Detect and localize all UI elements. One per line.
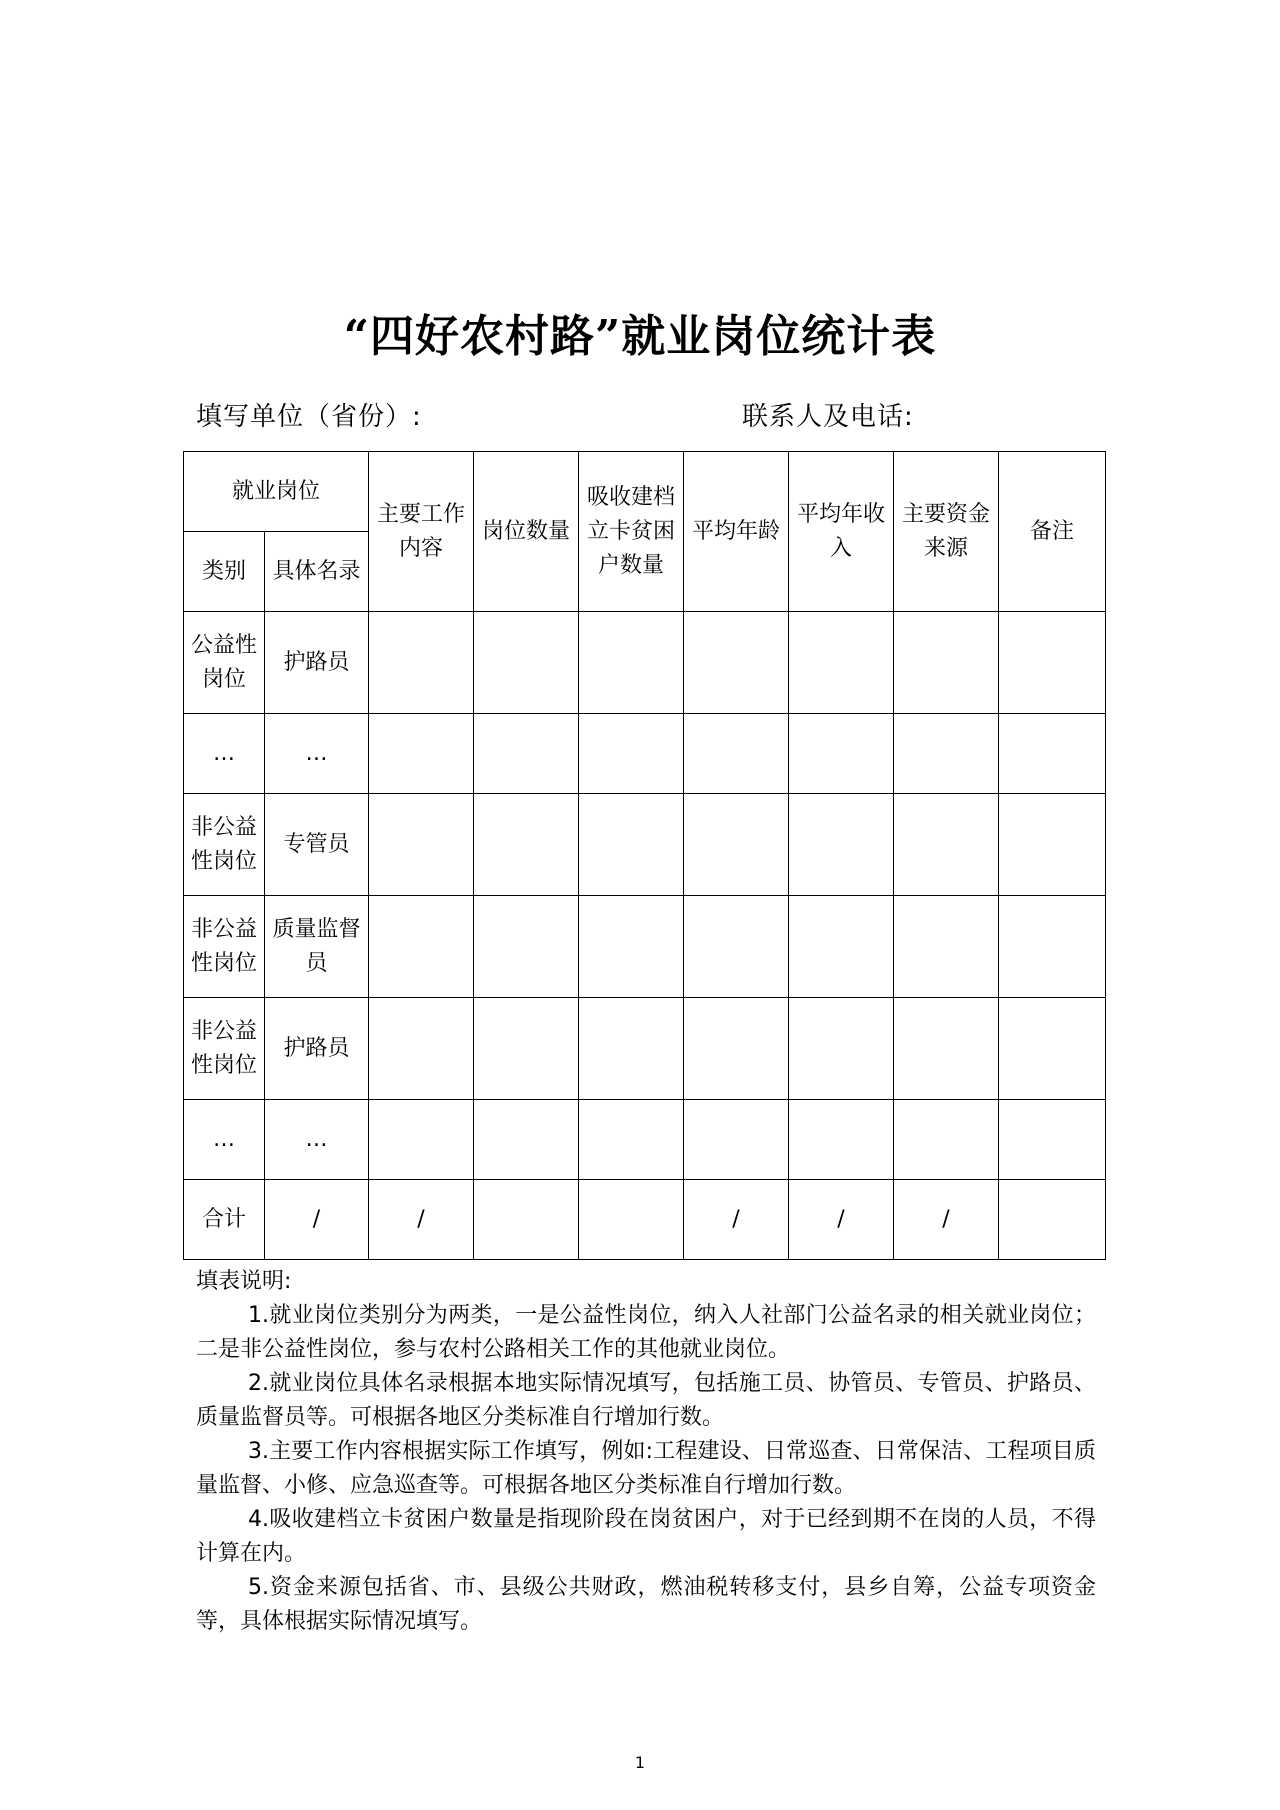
total-cell: /	[684, 1180, 789, 1260]
cell	[894, 896, 999, 998]
statistics-table	[183, 451, 1106, 1260]
cell	[999, 612, 1106, 714]
contact-label: 联系人及电话:	[742, 402, 914, 432]
total-cell	[579, 1180, 684, 1260]
header-average-income: 平均年收入	[789, 452, 894, 612]
header-category: 类别	[184, 532, 265, 612]
row-name: …	[265, 1100, 369, 1180]
page-number: 1	[634, 1753, 646, 1772]
cell	[579, 1100, 684, 1180]
total-cell: /	[369, 1180, 474, 1260]
row-name: 专管员	[265, 794, 369, 896]
row-name: 护路员	[265, 998, 369, 1100]
cell	[684, 714, 789, 794]
header-job-positions: 就业岗位	[184, 452, 369, 532]
cell	[369, 794, 474, 896]
table-row	[184, 1100, 1106, 1180]
row-category: 公益性岗位	[184, 612, 265, 714]
page-title: “四好农村路”就业岗位统计表	[343, 311, 937, 362]
cell	[579, 896, 684, 998]
cell	[894, 714, 999, 794]
cell	[474, 1100, 579, 1180]
cell	[894, 998, 999, 1100]
total-cell: /	[789, 1180, 894, 1260]
cell	[579, 714, 684, 794]
cell	[474, 896, 579, 998]
cell	[474, 612, 579, 714]
row-name: …	[265, 714, 369, 794]
note-item: 3.主要工作内容根据实际工作填写，例如:工程建设、日常巡查、日常保洁、工程项目质量监督、小修、应急巡查等。可根据各地区分类标准自行增加行数。	[196, 1439, 1096, 1498]
cell	[369, 896, 474, 998]
cell	[579, 612, 684, 714]
cell	[684, 1100, 789, 1180]
cell	[369, 612, 474, 714]
cell	[789, 896, 894, 998]
cell	[999, 714, 1106, 794]
header-position-count: 岗位数量	[474, 452, 579, 612]
total-cell	[999, 1180, 1106, 1260]
cell	[369, 998, 474, 1100]
header-average-age: 平均年龄	[684, 452, 789, 612]
table-row	[184, 714, 1106, 794]
note-item: 1.就业岗位类别分为两类，一是公益性岗位，纳入人社部门公益名录的相关就业岗位；二是非公益性岗位，参与农村公路相关工作的其他就业岗位。	[196, 1303, 1096, 1362]
cell	[789, 612, 894, 714]
header-funding-source: 主要资金来源	[894, 452, 999, 612]
cell	[684, 794, 789, 896]
cell	[894, 1100, 999, 1180]
cell	[684, 998, 789, 1100]
table-row	[184, 998, 1106, 1100]
cell	[474, 998, 579, 1100]
cell	[789, 1100, 894, 1180]
table-row	[184, 896, 1106, 998]
cell	[999, 794, 1106, 896]
row-name: 质量监督员	[265, 896, 369, 998]
cell	[579, 998, 684, 1100]
row-category: 非公益性岗位	[184, 794, 265, 896]
header-remarks: 备注	[999, 452, 1106, 612]
cell	[999, 1100, 1106, 1180]
row-category: 非公益性岗位	[184, 896, 265, 998]
note-item: 2.就业岗位具体名录根据本地实际情况填写，包括施工员、协管员、专管员、护路员、质量监督员等。可根据各地区分类标准自行增加行数。	[196, 1371, 1096, 1430]
table-row	[184, 612, 1106, 714]
cell	[684, 896, 789, 998]
cell	[894, 612, 999, 714]
header-main-work: 主要工作内容	[369, 452, 474, 612]
header-poor-households: 吸收建档立卡贫困户数量	[579, 452, 684, 612]
total-cell: /	[894, 1180, 999, 1260]
cell	[999, 998, 1106, 1100]
cell	[369, 714, 474, 794]
row-category: …	[184, 714, 265, 794]
notes-heading: 填表说明:	[196, 1269, 292, 1294]
table-row	[184, 794, 1106, 896]
row-category: 非公益性岗位	[184, 998, 265, 1100]
cell	[474, 714, 579, 794]
total-cell	[474, 1180, 579, 1260]
cell	[999, 896, 1106, 998]
filling-instructions	[196, 1265, 1096, 1639]
cell	[474, 794, 579, 896]
total-row	[184, 1180, 1106, 1260]
fill-unit-label: 填写单位（省份）:	[196, 402, 422, 432]
note-item: 4.吸收建档立卡贫困户数量是指现阶段在岗贫困户，对于已经到期不在岗的人员，不得计算在内。	[196, 1507, 1096, 1566]
cell	[789, 794, 894, 896]
header-specific-name: 具体名录	[265, 532, 369, 612]
note-item: 5.资金来源包括省、市、县级公共财政，燃油税转移支付，县乡自筹，公益专项资金等，具体根据实际情况填写。	[196, 1575, 1096, 1634]
total-cell: /	[265, 1180, 369, 1260]
cell	[894, 794, 999, 896]
cell	[789, 998, 894, 1100]
cell	[684, 612, 789, 714]
row-name: 护路员	[265, 612, 369, 714]
cell	[579, 794, 684, 896]
total-label: 合计	[184, 1180, 265, 1260]
cell	[369, 1100, 474, 1180]
cell	[789, 714, 894, 794]
row-category: …	[184, 1100, 265, 1180]
